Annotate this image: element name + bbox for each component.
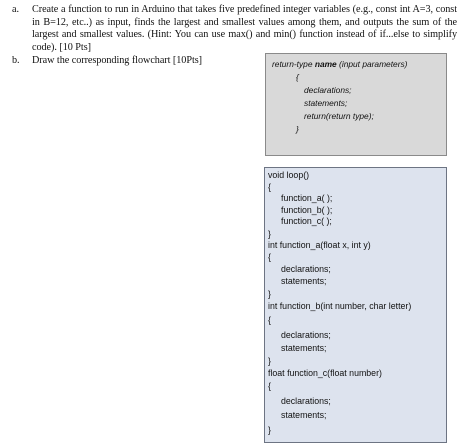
- code-line: int function_a(float x, int y): [268, 240, 371, 250]
- code-line: function_b( );: [281, 205, 333, 215]
- code-line: {: [268, 381, 271, 391]
- template-declarations: declarations;: [304, 85, 352, 95]
- template-close-brace: }: [296, 124, 299, 134]
- code-line: function_a( );: [281, 193, 333, 203]
- code-line: }: [268, 289, 271, 299]
- code-line: declarations;: [281, 264, 331, 274]
- code-line: }: [268, 229, 271, 239]
- code-line: }: [268, 356, 271, 366]
- signature-return-type: return-type: [272, 59, 315, 69]
- code-line: {: [268, 182, 271, 192]
- signature-params: (input parameters): [336, 59, 408, 69]
- code-line: statements;: [281, 276, 327, 286]
- code-line: int function_b(int number, char letter): [268, 301, 412, 311]
- template-return: return(return type);: [304, 111, 374, 121]
- code-line: float function_c(float number): [268, 368, 382, 378]
- code-line: declarations;: [281, 396, 331, 406]
- code-line: statements;: [281, 343, 327, 353]
- code-line: }: [268, 425, 271, 435]
- question-a-text: Create a function to run in Arduino that takes five predefined integer variables (e.g., const int A=3, const in B=12, etc..) as input, finds the largest and smallest values among them, and outputs the sum of the largest and smallest values. (Hint: You can use max() and min() function instead of if...else to simplify code). [10 Pts]: [32, 4, 457, 53]
- template-statements: statements;: [304, 98, 348, 108]
- question-a-label: a.: [12, 4, 19, 15]
- code-line: statements;: [281, 410, 327, 420]
- template-open-brace: {: [296, 72, 299, 82]
- function-signature: [272, 58, 407, 71]
- question-b-label: b.: [12, 55, 20, 66]
- code-line: {: [268, 315, 271, 325]
- code-line: function_c( );: [281, 216, 332, 226]
- question-b-text: Draw the corresponding flowchart [10Pts]: [32, 55, 203, 66]
- signature-name: name: [314, 59, 337, 69]
- code-line: declarations;: [281, 330, 331, 340]
- code-line: {: [268, 252, 271, 262]
- function-template-box: [265, 53, 447, 156]
- code-structure-box: [264, 167, 447, 443]
- code-line: void loop(): [268, 170, 310, 180]
